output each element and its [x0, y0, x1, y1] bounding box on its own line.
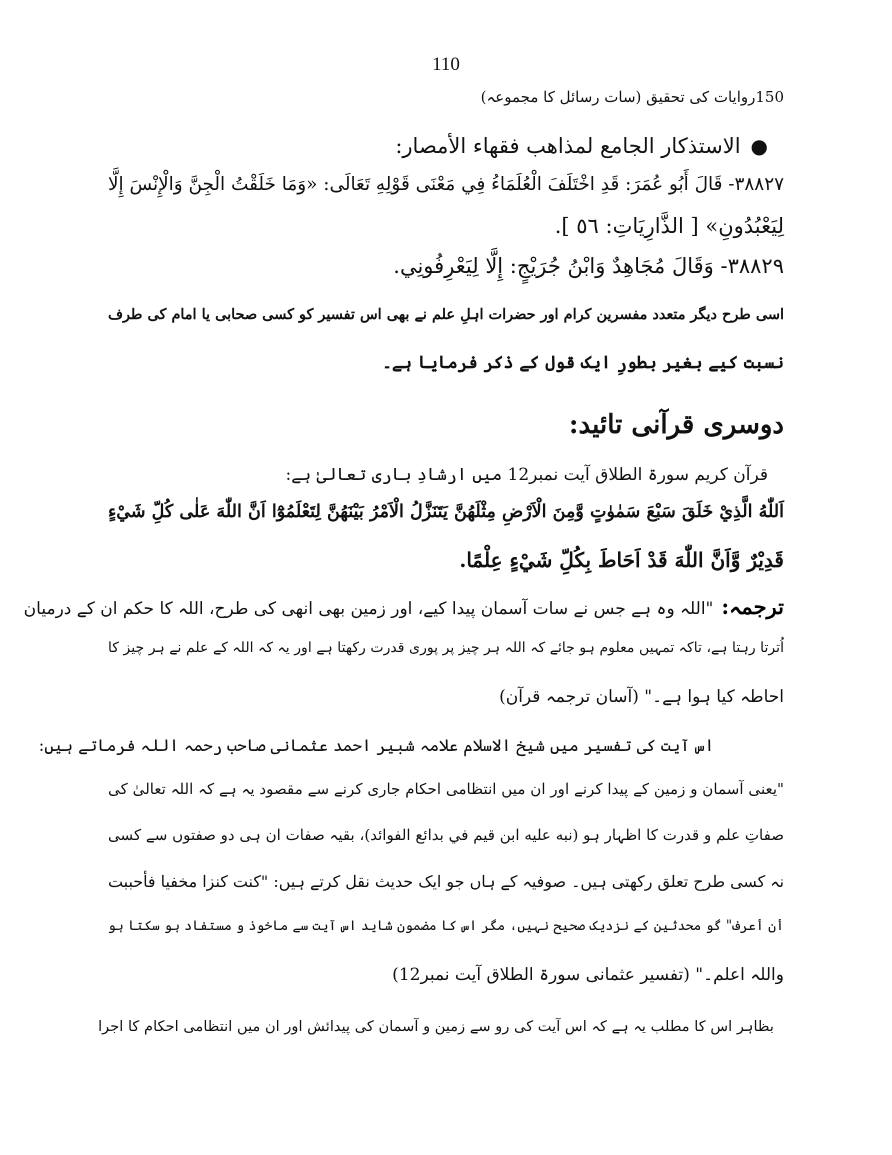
quran-line-1: اَللّٰهُ الَّذِيْ خَلَقَ سَبْعَ سَمٰوٰتٍ وَّمِنَ الْاَرْضِ مِثْلَهُنَّ يَتَنَزَّلُ الْاَمْرُ بَيْنَهُنَّ لِتَعْلَمُوْٓا اَنَّ اللّٰهَ عَلٰى كُلِّ شَيْءٍ	[108, 502, 784, 522]
translation-line-2: اُترتا رہتا ہے، تاکہ تمہیں معلوم ہو جائے کہ اللہ ہر چیز پر پوری قدرت رکھتا ہے اور یہ کہ اللہ کے علم نے ہر چیز کا	[108, 640, 784, 656]
tafsir-line-5: واللہ اعلم۔" (تفسیر عثمانی سورۃ الطلاق آیت نمبر12)	[392, 965, 784, 985]
tafsir-intro: اس آیت کی تفسیر میں شیخ الاسلام علامہ شبیر احمد عثمانی صاحب رحمہ اللہ فرماتے ہیں:	[38, 736, 714, 755]
tafsir-line-4: أن أعرف" گو محدثین کے نزدیک صحیح نہیں، مگر اس کا مضمون شاید اس آیت سے ماخوذ و مستفاد ہو سکتا ہو	[107, 918, 784, 934]
urdu-line-2: نسبت کیے بغیر بطورِ ایک قول کے ذکر فرمایا ہے۔	[382, 353, 784, 373]
tafsir-line-2: صفاتِ علم و قدرت کا اظہار ہو (نبه عليه ابن قيم في بدائع الفوائد)، بقیہ صفات ان ہی دو صفتوں سے کسی	[108, 826, 784, 844]
translation-line-3: احاطہ کیا ہوا ہے۔" (آسان ترجمہ قرآن)	[499, 687, 784, 707]
section-heading: دوسری قرآنی تائید:	[568, 410, 784, 440]
quran-intro: قرآن کریم سورۃ الطلاق آیت نمبر12 میں ارشادِ باری تعالیٰ ہے:	[285, 465, 768, 485]
urdu-line-1: اسی طرح دیگر متعدد مفسرین کرام اور حضرات اہلِ علم نے بھی اس تفسیر کو کسی صحابی یا امام کی طرف	[108, 306, 784, 323]
translation-text-1: "اللہ وہ ہے جس نے سات آسمان پیدا کیے، اور زمین بھی انھی کی طرح، اللہ کا حکم ان کے درمیان	[23, 599, 714, 619]
tafsir-line-3: نہ کسی طرح تعلق رکھتی ہیں۔ صوفیہ کے ہاں جو ایک حدیث نقل کرتے ہیں: "كنت كنزا مخفيا فأحببت	[108, 872, 784, 891]
bullet-heading	[395, 134, 768, 158]
arabic-line-2: لِيَعْبُدُونِ» [ الذَّارِيَاتِ: ٥٦ ].	[554, 214, 784, 238]
bullet-heading-text: الاستذكار الجامع لمذاهب فقهاء الأمصار:	[395, 134, 741, 158]
translation-line-1	[23, 594, 784, 619]
arabic-line-1: ٣٨٨٢٧- قَالَ أَبُو عُمَرَ: قَدِ اخْتَلَفَ الْعُلَمَاءُ فِي مَعْنَى قَوْلِهِ تَعَالَى: «وَمَا خَلَقْتُ الْجِنَّ وَالْإِنْسَ إِلَّا	[108, 174, 784, 195]
closing-line: بظاہر اس کا مطلب یہ ہے کہ اس آیت کی رو سے زمین و آسمان کی پیدائش اور ان میں انتظامی احکام کا اجرا	[98, 1018, 774, 1035]
arabic-line-3: ٣٨٨٢٩- وَقَالَ مُجَاهِدٌ وَابْنُ جُرَيْجٍ: إِلَّا لِيَعْرِفُونِي.	[393, 254, 784, 278]
running-header: 150روایات کی تحقیق (سات رسائل کا مجموعہ)	[480, 88, 784, 106]
bullet-icon: ●	[750, 134, 768, 158]
page-number: 110	[432, 54, 460, 75]
translation-label: ترجمہ:	[721, 594, 784, 619]
tafsir-line-1: "یعنی آسمان و زمین کے پیدا کرنے اور ان میں انتظامی احکام جاری کرنے سے مقصود یہ ہے کہ اللہ تعالیٰ کی	[108, 780, 784, 798]
quran-line-2: قَدِيْرٌ وَّاَنَّ اللّٰهَ قَدْ اَحَاطَ بِكُلِّ شَيْءٍ عِلْمًا.	[459, 548, 784, 572]
